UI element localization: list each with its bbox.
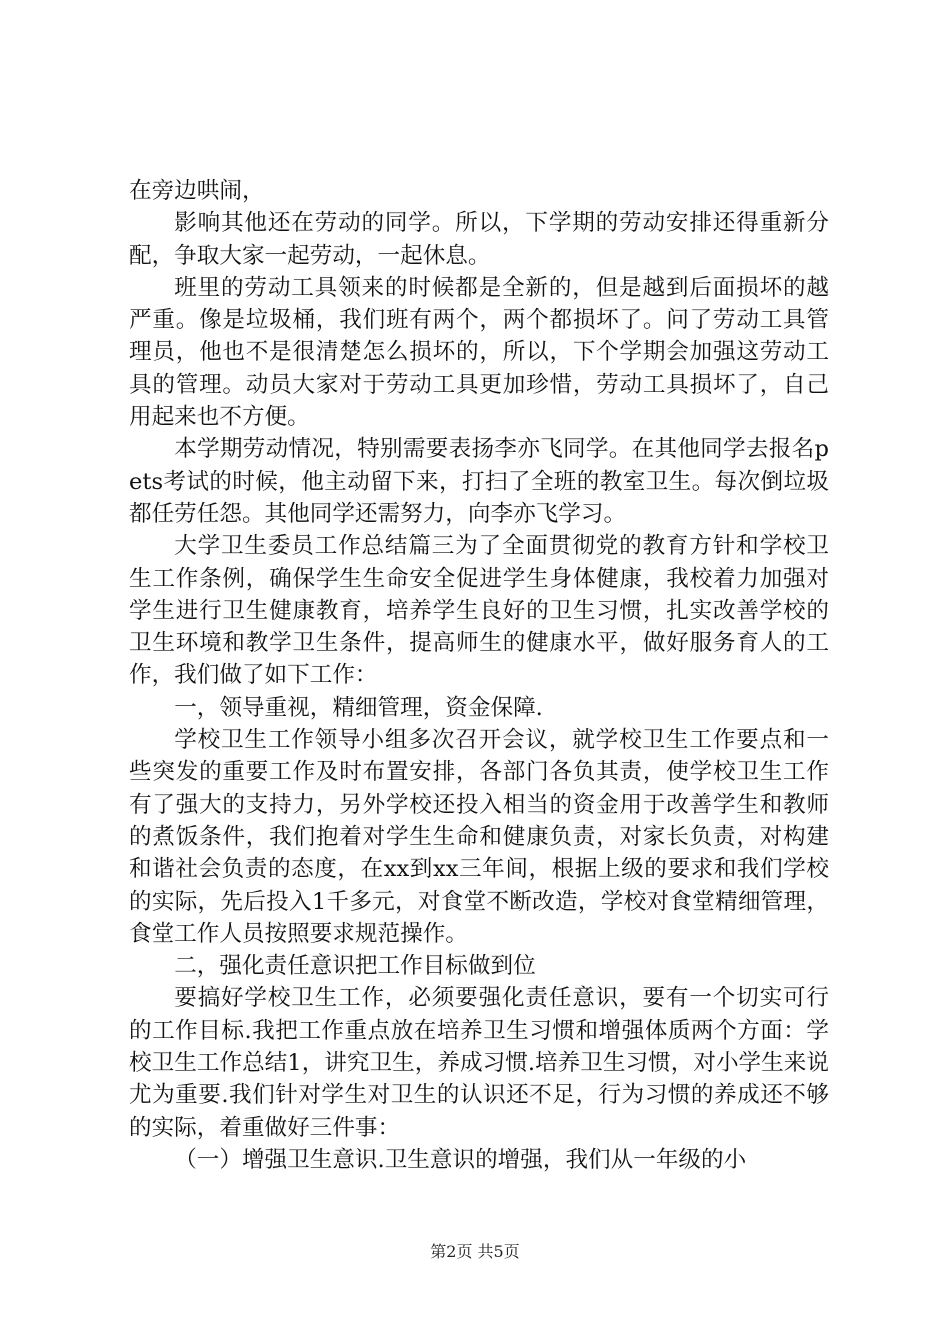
paragraph: 二，强化责任意识把工作目标做到位 (174, 953, 536, 980)
paragraph: 一，领导重视，精细管理，资金保障. (174, 694, 543, 721)
paragraph: （一）增强卫生意识.卫生意识的增强，我们从一年级的小 (174, 1146, 747, 1173)
paragraph: 影响其他还在劳动的同学。所以，下学期的劳动安排还得重新分配，争取大家一起劳动，一起休息。 (129, 210, 829, 269)
paragraph: 在旁边哄闹， (129, 178, 265, 204)
paragraph: 学校卫生工作领导小组多次召开会议，就学校卫生工作要点和一些突发的重要工作及时布置安排，各部门各负其责，使学校卫生工作有了强大的支持力，另外学校还投入相当的资金用于改善学生和教师的煮饭条件，我们抱着对学生生命和健康负责，对家长负责，对构建和谐社会负责的态度，在xx到xx三年间，根据上级的要求和我们学校的实际，先后投入1千多元，对食堂不断改造，学校对食堂精细管理，食堂工作人员按照要求规范操作。 (129, 727, 829, 947)
paragraph: 本学期劳动情况，特别需要表扬李亦飞同学。在其他同学去报名pets考试的时候，他主动留下来，打扫了全班的教室卫生。每次倒垃圾都任劳任怨。其他同学还需努力，向李亦飞学习。 (129, 436, 829, 527)
paragraph: 大学卫生委员工作总结篇三为了全面贯彻党的教育方针和学校卫生工作条例，确保学生生命安全促进学生身体健康，我校着力加强对学生进行卫生健康教育，培养学生良好的卫生习惯，扎实改善学校的卫生环境和教学卫生条件，提高师生的健康水平，做好服务育人的工作，我们做了如下工作： (129, 533, 829, 689)
page-number: 第2页 共5页 (430, 1242, 520, 1261)
paragraph: 班里的劳动工具领来的时候都是全新的，但是越到后面损坏的越严重。像是垃圾桶，我们班有两个，两个都损坏了。问了劳动工具管理员，他也不是很清楚怎么损坏的，所以，下个学期会加强这劳动工具的管理。动员大家对于劳动工具更加珍惜，劳动工具损坏了，自己用起来也不方便。 (129, 274, 829, 431)
paragraph: 要搞好学校卫生工作，必须要强化责任意识，要有一个切实可行的工作目标.我把工作重点放在培养卫生习惯和增强体质两个方面：学校卫生工作总结1，讲究卫生，养成习惯.培养卫生习惯，对小学生来说尤为重要.我们针对学生对卫生的认识还不足，行为习惯的养成还不够的实际，着重做好三件事： (129, 985, 829, 1141)
document-body (129, 175, 829, 1176)
